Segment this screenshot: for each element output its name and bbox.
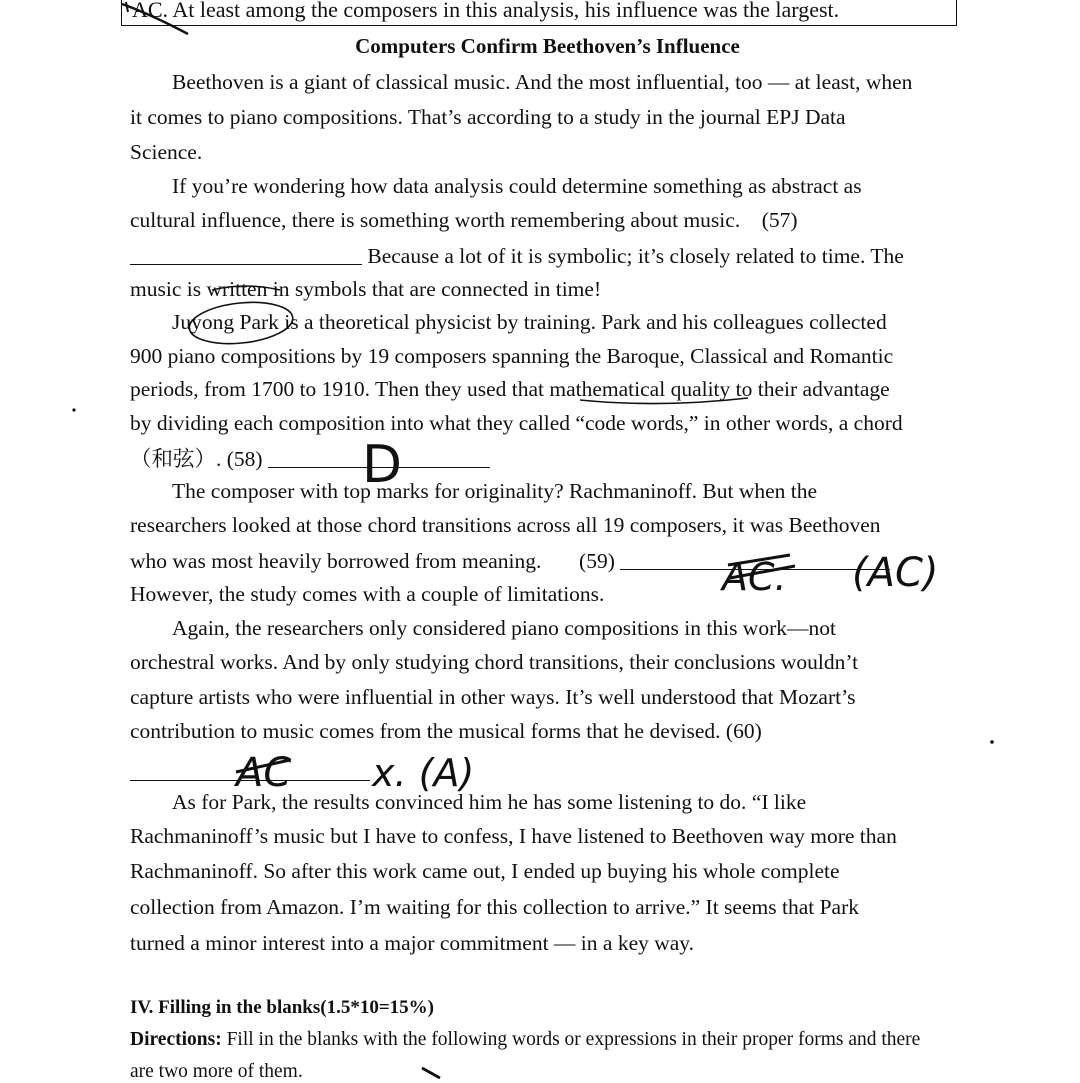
question-number-57: (57): [761, 208, 798, 232]
paragraph-line: [130, 721, 762, 743]
directions-label: Directions:: [130, 1029, 222, 1050]
chinese-note: （和弦）.: [130, 447, 222, 471]
handwritten-answer-59-crossed: AC.: [722, 555, 787, 599]
answer-blank-60[interactable]: [130, 760, 370, 781]
paragraph-line: The composer with top marks for originality? Rachmaninoff. But when the: [172, 479, 818, 503]
question-number-58: (58): [226, 447, 263, 471]
directions: [130, 1029, 920, 1051]
answer-option-box: [121, 0, 957, 26]
pen-mark: [422, 1068, 440, 1078]
paragraph-line: Science.: [130, 140, 203, 164]
paragraph-line: As for Park, the results convinced him he has some listening to do. “I like: [172, 790, 807, 814]
paragraph-line: Rachmaninoff. So after this work came out, I ended up buying his whole complete: [130, 859, 840, 883]
answer-option-text: AC. At least among the composers in this analysis, his influence was the largest.: [132, 0, 840, 22]
paragraph-line: turned a minor interest into a major commitment — in a key way.: [130, 931, 695, 955]
paragraph-line: [130, 549, 890, 573]
directions-text: Fill in the blanks with the following words or expressions in their proper forms and there: [226, 1029, 921, 1050]
handwritten-answer-58: D: [362, 435, 403, 495]
sentence-text: who was most heavily borrowed from meaning.: [130, 549, 542, 573]
question-number-59: (59): [579, 549, 615, 573]
paragraph-line: Rachmaninoff’s music but I have to confess, I have listened to Beethoven way more than: [130, 824, 897, 848]
handwritten-answer-60-crossed: AC: [236, 750, 292, 796]
handwritten-answer-60: x. (A): [372, 751, 475, 795]
answer-blank-57[interactable]: [130, 244, 362, 265]
paragraph-line: [130, 210, 798, 232]
paragraph-line: Beethoven is a giant of classical music. And the most influential, too — at least, when: [172, 70, 913, 94]
sentence-text: cultural influence, there is something worth remembering about music.: [130, 208, 741, 232]
paragraph-line: capture artists who were influential in other ways. It’s well understood that Mozart’s: [130, 685, 856, 709]
section-title: IV. Filling in the blanks(1.5*10=15%): [130, 997, 434, 1018]
answer-blank-58[interactable]: [268, 447, 490, 468]
paragraph-line: [130, 760, 370, 784]
paragraph-line: researchers looked at those chord transitions across all 19 composers, it was Beethoven: [130, 513, 881, 537]
paragraph-line: Juyong Park is a theoretical physicist by training. Park and his colleagues collected: [172, 310, 887, 334]
paragraph-line: [130, 447, 490, 471]
paragraph-line: it comes to piano compositions. That’s according to a study in the journal EPJ Data: [130, 105, 846, 129]
paragraph-line: by dividing each composition into what they called “code words,” in other words, a chord: [130, 411, 903, 435]
paragraph-line: periods, from 1700 to 1910. Then they used that mathematical quality to their advantage: [130, 377, 890, 401]
question-number-60: (60): [725, 719, 762, 743]
paragraph-line: orchestral works. And by only studying chord transitions, their conclusions wouldn’t: [130, 650, 859, 674]
paragraph-line: 900 piano compositions by 19 composers spanning the Baroque, Classical and Romantic: [130, 344, 894, 368]
paragraph-line: Again, the researchers only considered piano compositions in this work—not: [172, 616, 836, 640]
speck-mark: [72, 408, 75, 411]
answer-blank-59[interactable]: [620, 549, 890, 570]
paragraph-line: However, the study comes with a couple of limitations.: [130, 582, 605, 606]
speck-mark: [990, 740, 994, 744]
article-title: Computers Confirm Beethoven’s Influence: [355, 34, 740, 58]
paragraph-line: [130, 244, 904, 268]
directions-continued: are two more of them.: [130, 1061, 303, 1082]
paragraph-line: collection from Amazon. I’m waiting for this collection to arrive.” It seems that Park: [130, 895, 859, 919]
sentence-text: Because a lot of it is symbolic; it’s closely related to time. The: [367, 244, 904, 268]
sentence-text: contribution to music comes from the musical forms that he devised.: [130, 719, 721, 743]
handwritten-answer-59: (AC): [852, 550, 939, 596]
paragraph-line: If you’re wondering how data analysis could determine something as abstract as: [172, 174, 862, 198]
paragraph-line: music is written in symbols that are connected in time!: [130, 277, 602, 301]
